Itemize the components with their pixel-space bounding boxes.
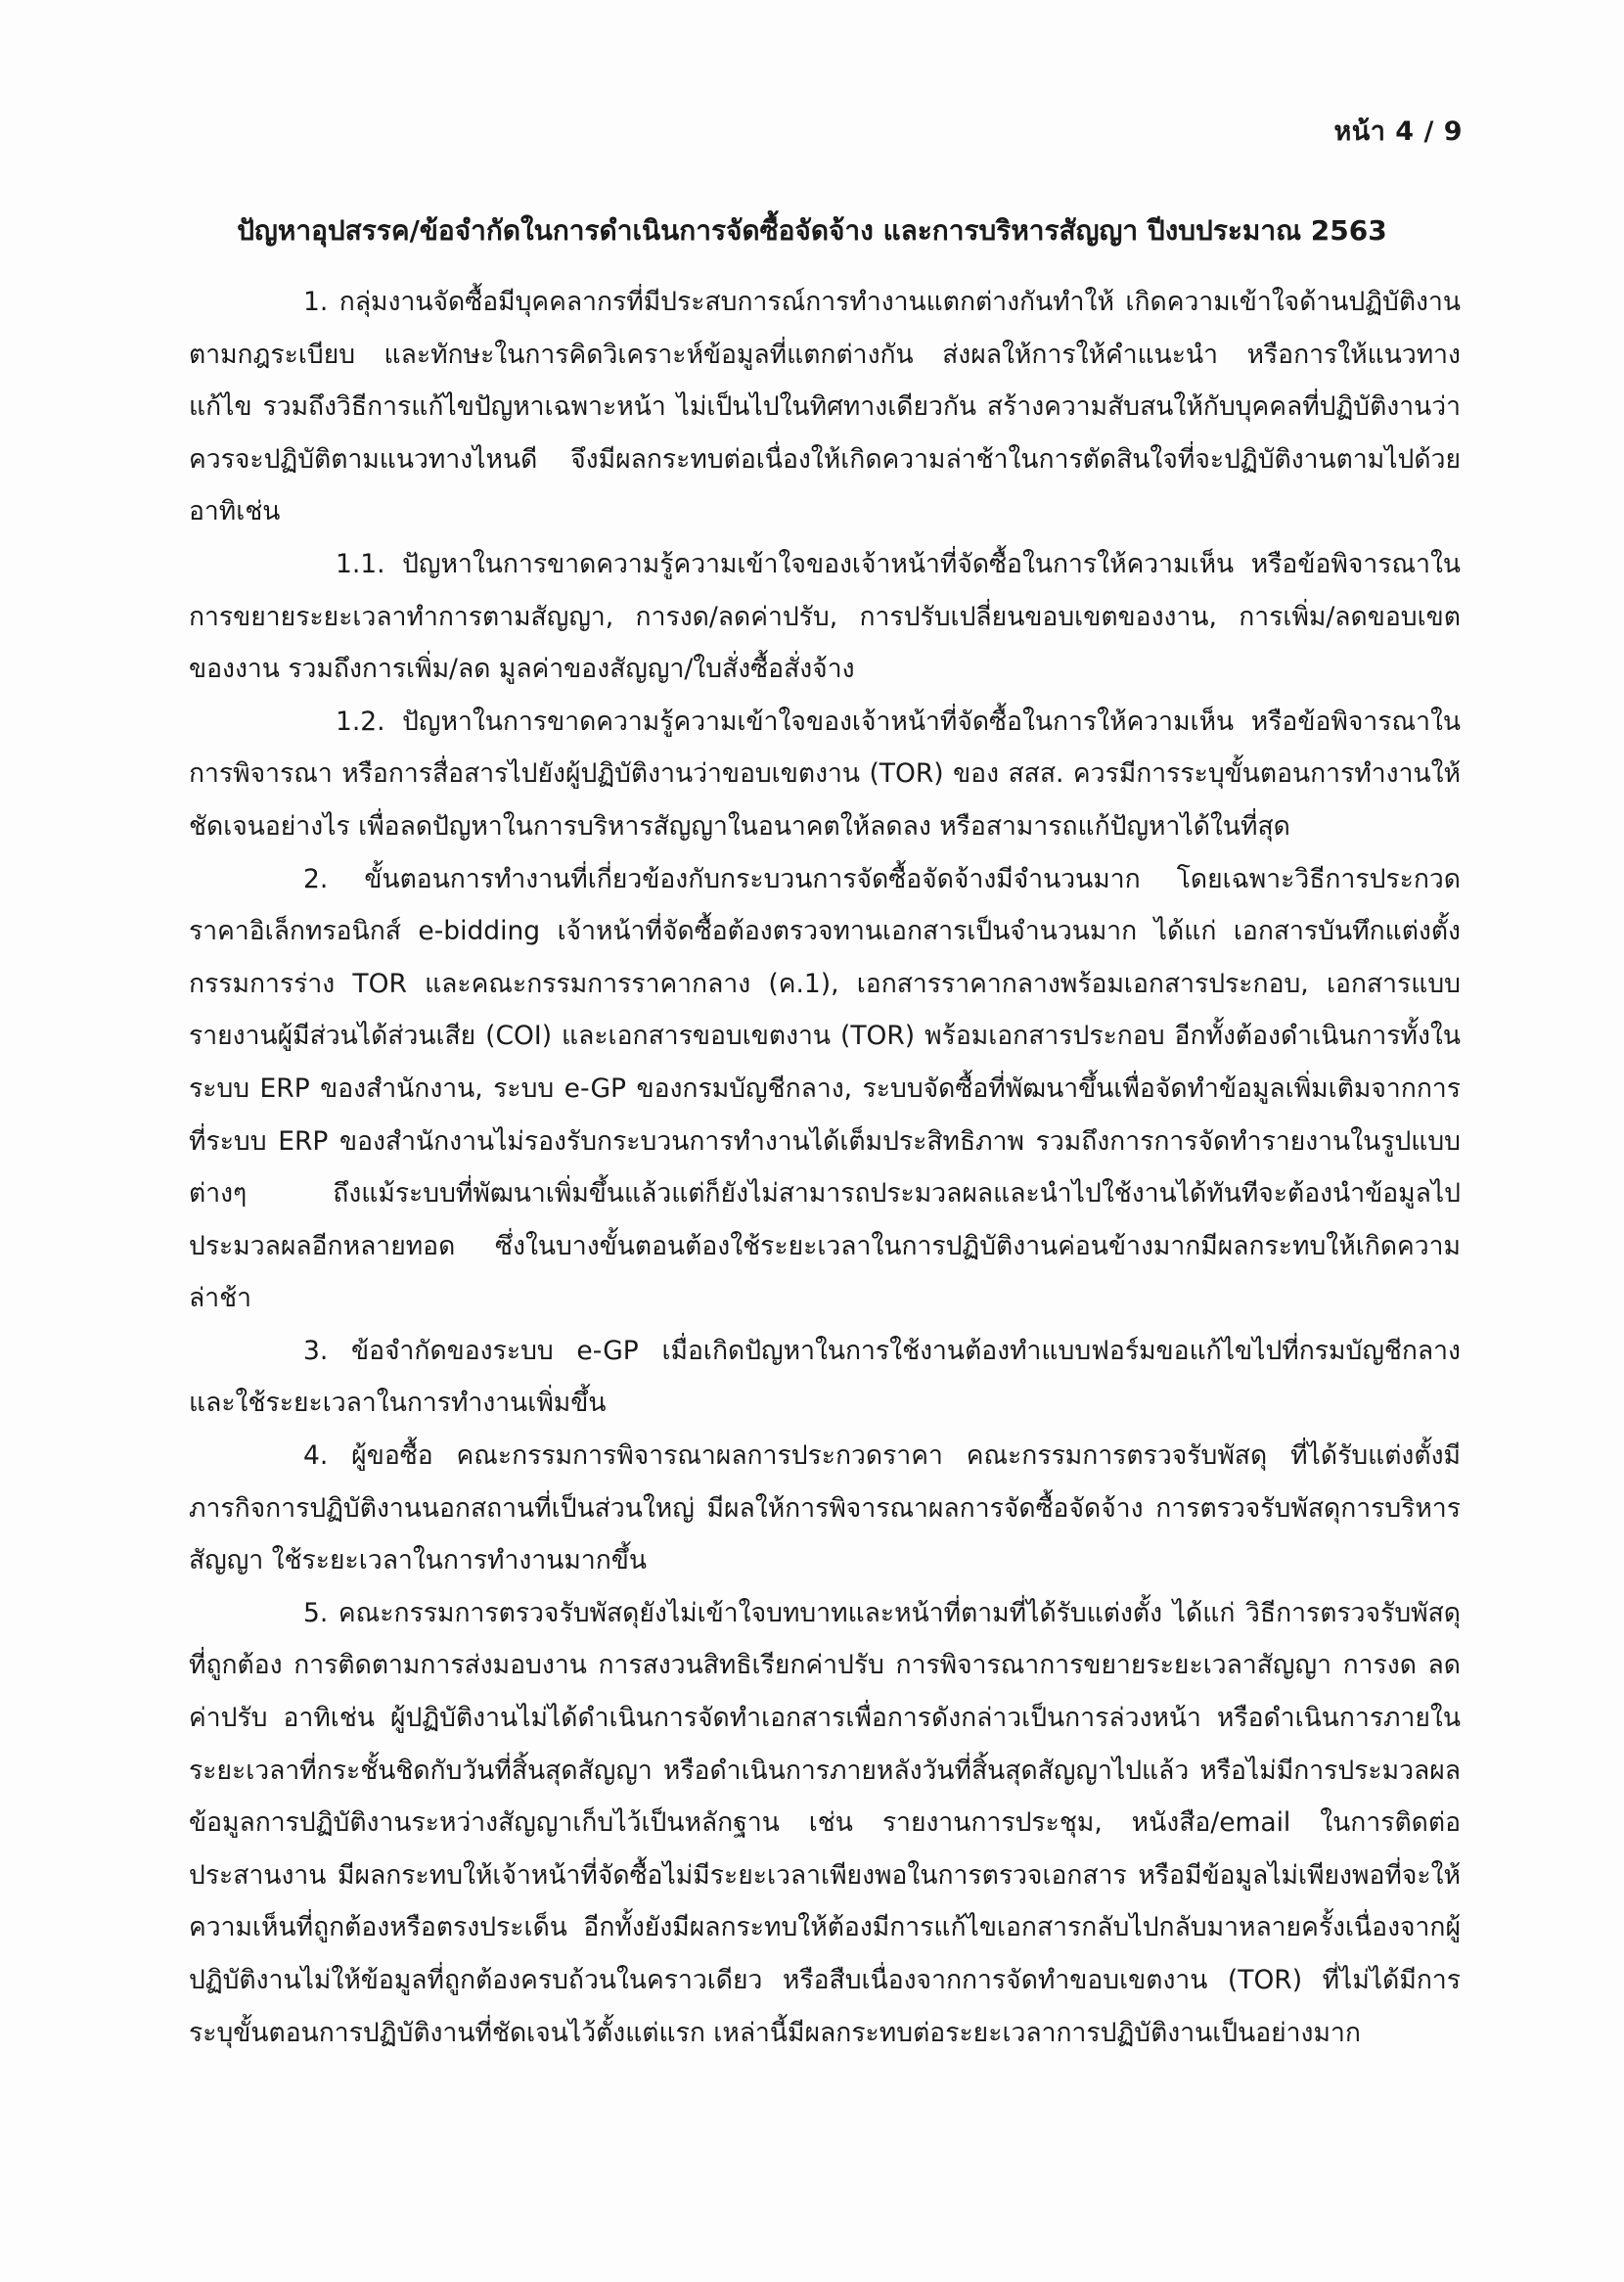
page-number: หน้า 4 / 9: [1333, 116, 1463, 147]
paragraph-4: 4. ผู้ขอซื้อ คณะกรรมการพิจารณาผลการประกวดราคา คณะกรรมการตรวจรับพัสดุ ที่ได้รับแต่งตั้งมีภารกิจการปฏิบัติงานนอกสถานที่เป็นส่วนใหญ่ มีผลให้การพิจารณาผลการจัดซื้อจัดจ้าง การตรวจรับพัสดุการบริหารสัญญา ใช้ระยะเวลาในการทำงานมากขึ้น: [189, 1440, 1461, 1576]
paragraph-1: 1. กลุ่มงานจัดซื้อมีบุคคลากรที่มีประสบการณ์การทำงานแตกต่างกันทำให้ เกิดความเข้าใจด้านปฏิบัติงานตามกฎระเบียบ และทักษะในการคิดวิเคราะห์ข้อมูลที่แตกต่างกัน ส่งผลให้การให้คำแนะนำ หรือการให้แนวทางแก้ไข รวมถึงวิธีการแก้ไขปัญหาเฉพาะหน้า ไม่เป็นไปในทิศทางเดียวกัน สร้างความสับสนให้กับบุคคลที่ปฏิบัติงานว่าควรจะปฏิบัติตามแนวทางไหนดี จึงมีผลกระทบต่อเนื่องให้เกิดความล่าช้าในการตัดสินใจที่จะปฏิบัติงานตามไปด้วย อาทิเช่น: [189, 287, 1461, 527]
paragraph-1-2: 1.2. ปัญหาในการขาดความรู้ความเข้าใจของเจ้าหน้าที่จัดซื้อในการให้ความเห็น หรือข้อพิจารณาในการพิจารณา หรือการสื่อสารไปยังผู้ปฏิบัติงานว่าขอบเขตงาน (TOR) ของ สสส. ควรมีการระบุขั้นตอนการทำงานให้ชัดเจนอย่างไร เพื่อลดปัญหาในการบริหารสัญญาในอนาคตให้ลดลง หรือสามารถแก้ปัญหาได้ในที่สุด: [189, 706, 1461, 842]
paragraph-2: 2. ขั้นตอนการทำงานที่เกี่ยวข้องกับกระบวนการจัดซื้อจัดจ้างมีจำนวนมาก โดยเฉพาะวิธีการประกวดราคาอิเล็กทรอนิกส์ e-bidding เจ้าหน้าที่จัดซื้อต้องตรวจทานเอกสารเป็นจำนวนมาก ได้แก่ เอกสารบันทึกแต่งตั้งกรรมการร่าง TOR และคณะกรรมการราคากลาง (ค.1), เอกสารราคากลางพร้อมเอกสารประกอบ, เอกสารแบบรายงานผู้มีส่วนได้ส่วนเสีย (COI) และเอกสารขอบเขตงาน (TOR) พร้อมเอกสารประกอบ อีกทั้งต้องดำเนินการทั้งในระบบ ERP ของสำนักงาน, ระบบ e-GP ของกรมบัญชีกลาง, ระบบจัดซื้อที่พัฒนาขึ้นเพื่อจัดทำข้อมูลเพิ่มเติมจากการที่ระบบ ERP ของสำนักงานไม่รองรับกระบวนการทำงานได้เต็มประสิทธิภาพ รวมถึงการการจัดทำรายงานในรูปแบบต่างๆ ถึงแม้ระบบที่พัฒนาเพิ่มขึ้นแล้วแต่ก็ยังไม่สามารถประมวลผลและนำไปใช้งานได้ทันทีจะต้องนำข้อมูลไปประมวลผลอีกหลายทอด ซึ่งในบางขั้นตอนต้องใช้ระยะเวลาในการปฏิบัติงานค่อนข้างมากมีผลกระทบให้เกิดความล่าช้า: [189, 863, 1461, 1314]
document-body: [189, 276, 1461, 2059]
paragraph-3: 3. ข้อจำกัดของระบบ e-GP เมื่อเกิดปัญหาในการใช้งานต้องทำแบบฟอร์มขอแก้ไขไปที่กรมบัญชีกลางและใช้ระยะเวลาในการทำงานเพิ่มขึ้น: [189, 1335, 1461, 1419]
paragraph-5: 5. คณะกรรมการตรวจรับพัสดุยังไม่เข้าใจบทบาทและหน้าที่ตามที่ได้รับแต่งตั้ง ได้แก่ วิธีการตรวจรับพัสดุที่ถูกต้อง การติดตามการส่งมอบงาน การสงวนสิทธิเรียกค่าปรับ การพิจารณาการขยายระยะเวลาสัญญา การงด ลดค่าปรับ อาทิเช่น ผู้ปฏิบัติงานไม่ได้ดำเนินการจัดทำเอกสารเพื่อการดังกล่าวเป็นการล่วงหน้า หรือดำเนินการภายในระยะเวลาที่กระชั้นชิดกับวันที่สิ้นสุดสัญญา หรือดำเนินการภายหลังวันที่สิ้นสุดสัญญาไปแล้ว หรือไม่มีการประมวลผลข้อมูลการปฏิบัติงานระหว่างสัญญาเก็บไว้เป็นหลักฐาน เช่น รายงานการประชุม, หนังสือ/email ในการติดต่อประสานงาน มีผลกระทบให้เจ้าหน้าที่จัดซื้อไม่มีระยะเวลาเพียงพอในการตรวจเอกสาร หรือมีข้อมูลไม่เพียงพอที่จะให้ความเห็นที่ถูกต้องหรือตรงประเด็น อีกทั้งยังมีผลกระทบให้ต้องมีการแก้ไขเอกสารกลับไปกลับมาหลายครั้งเนื่องจากผู้ปฏิบัติงานไม่ให้ข้อมูลที่ถูกต้องครบถ้วนในคราวเดียว หรือสืบเนื่องจากการจัดทำขอบเขตงาน (TOR) ที่ไม่ได้มีการระบุขั้นตอนการปฏิบัติงานที่ชัดเจนไว้ตั้งแต่แรก เหล่านี้มีผลกระทบต่อระยะเวลาการปฏิบัติงานเป็นอย่างมาก: [189, 1597, 1461, 2048]
document-title: ปัญหาอุปสรรค/ข้อจำกัดในการดำเนินการจัดซื้อจัดจ้าง และการบริหารสัญญา ปีงบประมาณ 2563: [237, 214, 1387, 247]
paragraph-1-1: 1.1. ปัญหาในการขาดความรู้ความเข้าใจของเจ้าหน้าที่จัดซื้อในการให้ความเห็น หรือข้อพิจารณาในการขยายระยะเวลาทำการตามสัญญา, การงด/ลดค่าปรับ, การปรับเปลี่ยนขอบเขตของงาน, การเพิ่ม/ลดขอบเขตของงาน รวมถึงการเพิ่ม/ลด มูลค่าของสัญญา/ใบสั่งซื้อสั่งจ้าง: [189, 548, 1461, 685]
